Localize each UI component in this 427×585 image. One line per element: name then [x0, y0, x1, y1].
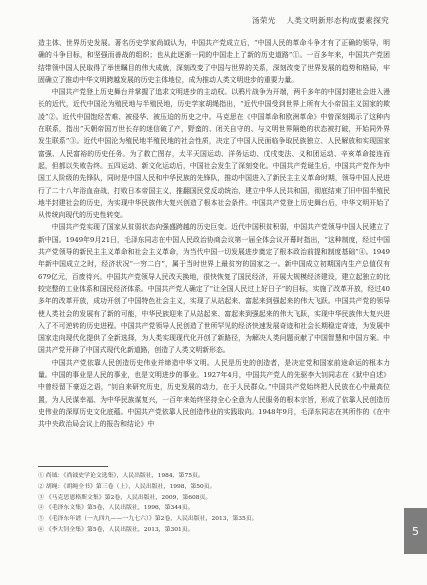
- page-number-tab: [404, 508, 427, 554]
- running-header: [252, 15, 389, 26]
- footnote: ① 尚钺：《尚钺史学论文选集》，人民出版社，1984，第75页。: [38, 473, 204, 479]
- paragraph: 中国共产党登上历史舞台并掌握了追求文明进步的主动权。以鸦片战争为开端，两千多年的中国封建社会进入漫长的近代，近代中国沦为殖民地与半殖民地，历史学家胡绳指出，“近代中国受到世界上所有大小帝国主义国家的欺凌”②。近代中国饱经苦难、被侵华、被压迫的历史之中。马克思在《中国革命和欧洲革命》中曾深刻揭示了这种内在联系，指出“天朝帝国万世长存的迷信破了产，野蛮的、闭关自守的、与文明世界隔绝的状态被打破，开始同外界发生联系”③。近代中国沦为殖民地半殖民地的社会性质，决定了中国人民面临争取民族独立、人民解放和实现国家富强、人民富裕的历史任务。为了救亡图存，太平天国运动、洋务运动、戊戌变法、义和团运动、辛亥革命接连而起，但都以失败告终。五四运动、新文化运动后，中国社会发生了深刻变化。中国共产党诞生后，中国共产党作为中国工人阶级的先锋队，同时是中国人民和中华民族的先锋队，推动中国进入了新民主主义革命时期，领导中国人民进行了二十八年浴血奋战，打败日本帝国主义，推翻国民党反动统治，建立中华人民共和国，彻底结束了旧中国半殖民地半封建社会的历史，为实现中华民族伟大复兴创造了根本社会条件。中国共产党登上历史舞台后，中华文明开始了从传统向现代的历史性转变。: [38, 88, 390, 220]
- page-number: 5: [412, 524, 419, 538]
- paragraph: 中国共产党实现了国家从贫弱状态向强盛跨越的历史巨变。近代中国积贫积弱，中国共产党领导中国人民建立了新中国。1949年9月21日，毛泽东同志在中国人民政治协商会议第一届全体会议开幕时指出，“这种制度，经过中国共产党领导的新民主主义革命和社会主义革命，为当代中国一切发展进步奠定了根本政治前提和制度基础”④。1949年新中国成立之时，经济状况“一穷二白”，属于当时世界上最贫穷的国家之一。新中国成立初期国内生产总值仅有679亿元，百废待兴。中国共产党领导人民改天换地，很快恢复了国民经济，开展大规模经济建设，建立起独立的比较完整的工业体系和国民经济体系。中国共产党人确定了“让全国人民过上好日子”的目标，实施了改革开放，经过40多年的改革开放，成功开创了中国特色社会主义，实现了从站起来、富起来到强起来的伟大飞跃。中国共产党的领导使人类社会的发展有了新的可能，中华民族迎来了从站起来、富起来到强起来的伟大飞跃，实现中华民族伟大复兴进入了不可逆转的历史进程。中国共产党领导人民创造了世所罕见的经济快速发展奇迹和社会长期稳定奇迹，为发展中国家走向现代化提供了全新选择，为人类实现现代化开创了新路径，为解决人类问题贡献了中国智慧和中国方案。中国共产党开辟了中国式现代化新道路，创造了人类文明新形态。: [38, 223, 390, 355]
- footnote: ⑤ 《毛泽东年谱（一九四九——一九七六）》第2卷，人民出版社，2013，第35页。: [38, 516, 258, 523]
- body-text: [38, 37, 390, 431]
- footnote-divider: [38, 466, 108, 467]
- footnote: ② 胡绳：《胡绳全书》第三卷（上），人民出版社，1998，第50页。: [38, 483, 216, 490]
- paragraph: 造主体、世界历史发展。著名历史学家尚钺认为，中国共产党成立后，“中国人民的革命斗争才有了正确的领导，明确的斗争目标，和坚强而善战的组织；也从此逐渐一同的中国走上了新的历史道路”①。一百多年来，中国共产党团结带领中国人民取得了举世瞩目的伟大成就，深刻改变了中国与世界的关系，深刻改变了世界发展的趋势和格局，牢固确立了推动中华文明跨越发展的历史主体地位，成为推动人类文明进步的重要力量。: [38, 39, 390, 84]
- footnote: ③ 《马克思恩格斯文集》第2卷，人民出版社，2009，第608页。: [38, 494, 212, 501]
- footnote: ⑥ 《李大钊全集》第5卷，人民出版社，2013，第301页。: [38, 526, 194, 533]
- footnote: ④ 《毛泽东文集》第5卷，人民出版社，1996，第344页。: [38, 505, 194, 512]
- header-author: 汤荣光: [251, 16, 276, 25]
- paragraph: 中国共产党依靠人民创造历史伟业并缔造中华文明。人民是历史的创造者，是决定党和国家前途命运的根本力量。中国的事业是人民的事业，也是文明进步的事业。1927年4月，中国共产党人的先驱李大钊同志在《狱中自述》中曾经留下豪迈之语，“钊自来研究历史，历史发展的动力，在于人民群众。”中国共产党始终把人民放在心中最高位置，为人民谋幸福、为中华民族谋复兴，一百年来始终坚持全心全意为人民服务的根本宗旨，形成了依靠人民创造历史伟业的深厚历史文化底蕴。中国共产党依靠人民创造伟业的实践取向。1948年9月，毛泽东同志在其所作的《在中共中央政治局会议上的报告和结论》中: [38, 358, 390, 429]
- header-title: 人类文明新形态构成要素探究: [286, 16, 389, 25]
- footnotes: [38, 471, 368, 536]
